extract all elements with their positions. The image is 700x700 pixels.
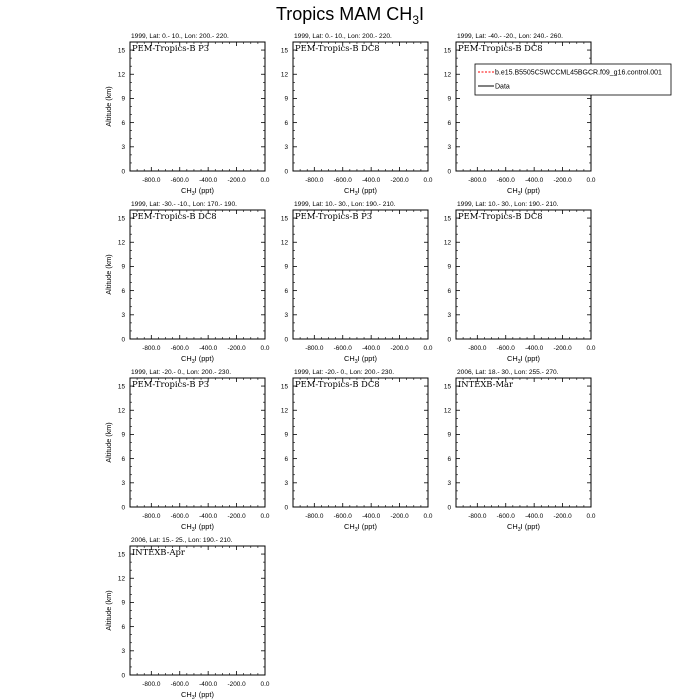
figure-title: Tropics MAM $CH_3I$: [275, 4, 425, 27]
x-tick-label: -400.0: [362, 177, 381, 184]
panel-title: 1999, Lat: -20.- 0., Lon: 200.- 230.: [131, 369, 232, 376]
x-tick-label: -400.0: [525, 177, 544, 184]
chart-panel-5: [281, 201, 433, 365]
y-tick-label: 0: [447, 336, 451, 344]
x-axis-label: $CH_3I$ (ppt): [344, 522, 377, 533]
chart-panel-3: [444, 33, 596, 197]
y-tick-label: 15: [280, 383, 288, 391]
x-tick-label: -600.0: [170, 681, 189, 688]
y-tick-label: 6: [447, 287, 451, 295]
x-tick-label: -200.0: [227, 177, 246, 184]
x-axis-label: $CH_3I$ (ppt): [344, 354, 377, 365]
y-axis-label: Altitude (km): [104, 422, 113, 463]
plot-frame: [456, 42, 591, 171]
x-axis-label: $CH_3I$ (ppt): [181, 522, 214, 533]
chart-panel-10: [104, 537, 270, 700]
panel-title: 1999, Lat: -20.- 0., Lon: 200.- 230.: [294, 369, 395, 376]
x-tick-label: 0.0: [586, 513, 596, 520]
panel-title: 2006, Lat: 15.- 25., Lon: 190.- 210.: [131, 537, 233, 544]
y-tick-label: 15: [117, 215, 125, 223]
plot-frame: [456, 378, 591, 507]
panel-title: 1999, Lat: -30.- -10., Lon: 170.- 190.: [131, 201, 237, 208]
y-tick-label: 3: [284, 312, 288, 320]
y-tick-label: 3: [284, 480, 288, 488]
y-tick-label: 0: [284, 504, 288, 512]
y-tick-label: 15: [280, 215, 288, 223]
campaign-label: PEM-Tropics-B DC8: [295, 43, 380, 53]
y-tick-label: 12: [280, 239, 288, 247]
y-tick-label: 3: [447, 480, 451, 488]
x-tick-label: 0.0: [586, 177, 596, 184]
panel-title: 1999, Lat: 10.- 30., Lon: 190.- 210.: [457, 201, 559, 208]
y-tick-label: 6: [447, 119, 451, 127]
x-tick-label: -200.0: [227, 513, 246, 520]
y-tick-label: 0: [121, 504, 125, 512]
y-tick-label: 6: [121, 287, 125, 295]
campaign-label: PEM-Tropics-B P3: [132, 379, 210, 389]
x-tick-label: -600.0: [333, 513, 352, 520]
x-axis-label: $CH_3I$ (ppt): [507, 354, 540, 365]
x-tick-label: 0.0: [423, 513, 433, 520]
y-tick-label: 9: [447, 263, 451, 271]
y-tick-label: 0: [121, 336, 125, 344]
x-tick-label: -200.0: [553, 177, 572, 184]
y-axis-label: Altitude (km): [104, 254, 113, 295]
y-tick-label: 15: [443, 383, 451, 391]
y-tick-label: 3: [121, 480, 125, 488]
x-tick-label: -200.0: [227, 345, 246, 352]
legend-label: b.e15.B5505C5WCCML45BGCR.f09_g16.control.001: [495, 69, 662, 77]
y-tick-label: 0: [121, 672, 125, 680]
chart-panel-1: [104, 33, 270, 197]
x-axis-label: $CH_3I$ (ppt): [181, 354, 214, 365]
y-tick-label: 12: [280, 407, 288, 415]
y-tick-label: 12: [443, 239, 451, 247]
panel-title: 1999, Lat: 0.- 10., Lon: 200.- 220.: [294, 33, 392, 40]
y-tick-label: 9: [447, 431, 451, 439]
x-tick-label: -600.0: [496, 513, 515, 520]
x-tick-label: -800.0: [142, 513, 161, 520]
chart-panel-9: [444, 369, 596, 533]
x-tick-label: -800.0: [142, 177, 161, 184]
y-tick-label: 15: [117, 551, 125, 559]
y-tick-label: 3: [121, 648, 125, 656]
x-tick-label: -600.0: [170, 177, 189, 184]
y-tick-label: 6: [284, 287, 288, 295]
y-tick-label: 9: [447, 95, 451, 103]
y-tick-label: 6: [121, 455, 125, 463]
y-tick-label: 12: [117, 71, 125, 79]
chart-panel-8: [281, 369, 433, 533]
x-tick-label: -600.0: [496, 177, 515, 184]
x-tick-label: -200.0: [390, 177, 409, 184]
x-tick-label: -400.0: [362, 345, 381, 352]
y-tick-label: 9: [121, 95, 125, 103]
plot-frame: [456, 210, 591, 339]
x-tick-label: -800.0: [468, 513, 487, 520]
x-axis-label: $CH_3I$ (ppt): [507, 186, 540, 197]
y-tick-label: 12: [443, 407, 451, 415]
y-tick-label: 15: [443, 47, 451, 55]
x-tick-label: -200.0: [227, 681, 246, 688]
x-tick-label: -600.0: [170, 345, 189, 352]
y-tick-label: 15: [117, 383, 125, 391]
x-tick-label: 0.0: [260, 345, 270, 352]
x-tick-label: -400.0: [362, 513, 381, 520]
y-tick-label: 12: [443, 71, 451, 79]
campaign-label: INTEXB-Mar: [458, 379, 514, 389]
plot-frame: [293, 210, 428, 339]
panel-title: 1999, Lat: 0.- 10., Lon: 200.- 220.: [131, 33, 229, 40]
x-tick-label: 0.0: [260, 513, 270, 520]
y-tick-label: 3: [447, 312, 451, 320]
x-tick-label: -400.0: [199, 513, 218, 520]
plot-frame: [130, 378, 265, 507]
x-tick-label: -400.0: [525, 345, 544, 352]
x-tick-label: 0.0: [260, 177, 270, 184]
y-axis-label: Altitude (km): [104, 86, 113, 127]
y-tick-label: 9: [121, 431, 125, 439]
chart-panel-4: [104, 201, 270, 365]
y-tick-label: 12: [117, 575, 125, 583]
y-tick-label: 9: [121, 263, 125, 271]
y-tick-label: 3: [121, 312, 125, 320]
x-axis-label: $CH_3I$ (ppt): [507, 522, 540, 533]
x-tick-label: 0.0: [586, 345, 596, 352]
chart-panel-6: [444, 201, 596, 365]
y-tick-label: 15: [280, 47, 288, 55]
y-axis-label: Altitude (km): [104, 590, 113, 631]
x-tick-label: -800.0: [142, 345, 161, 352]
y-tick-label: 12: [117, 239, 125, 247]
x-tick-label: -200.0: [553, 513, 572, 520]
x-tick-label: -400.0: [199, 681, 218, 688]
y-tick-label: 3: [447, 144, 451, 152]
y-tick-label: 6: [121, 119, 125, 127]
x-tick-label: -800.0: [468, 177, 487, 184]
y-tick-label: 9: [284, 431, 288, 439]
y-tick-label: 9: [284, 263, 288, 271]
panel-grid: [104, 33, 671, 700]
x-tick-label: -400.0: [525, 513, 544, 520]
x-axis-label: $CH_3I$ (ppt): [181, 690, 214, 700]
campaign-label: INTEXB-Apr: [132, 547, 185, 557]
y-tick-label: 15: [117, 47, 125, 55]
y-tick-label: 0: [447, 504, 451, 512]
plot-frame: [293, 42, 428, 171]
y-tick-label: 0: [447, 168, 451, 176]
campaign-label: PEM-Tropics-B P3: [132, 43, 210, 53]
x-tick-label: 0.0: [260, 681, 270, 688]
y-tick-label: 6: [447, 455, 451, 463]
campaign-label: PEM-Tropics-B P3: [295, 211, 373, 221]
plot-frame: [130, 210, 265, 339]
x-tick-label: -800.0: [142, 681, 161, 688]
y-tick-label: 12: [280, 71, 288, 79]
x-axis-label: $CH_3I$ (ppt): [181, 186, 214, 197]
y-tick-label: 9: [121, 599, 125, 607]
x-tick-label: -200.0: [390, 345, 409, 352]
x-axis-label: $CH_3I$ (ppt): [344, 186, 377, 197]
y-tick-label: 6: [121, 623, 125, 631]
chart-panel-7: [104, 369, 270, 533]
x-tick-label: -600.0: [496, 345, 515, 352]
x-tick-label: -600.0: [170, 513, 189, 520]
chart-panel-2: [281, 33, 433, 197]
campaign-label: PEM-Tropics-B DC8: [295, 379, 380, 389]
legend-label: Data: [495, 83, 510, 91]
panel-title: 2006, Lat: 18.- 30., Lon: 255.- 270.: [457, 369, 559, 376]
campaign-label: PEM-Tropics-B DC8: [458, 43, 543, 53]
x-tick-label: -800.0: [305, 177, 324, 184]
x-tick-label: -800.0: [305, 345, 324, 352]
y-tick-label: 3: [284, 144, 288, 152]
y-tick-label: 3: [121, 144, 125, 152]
y-tick-label: 0: [121, 168, 125, 176]
x-tick-label: -800.0: [305, 513, 324, 520]
campaign-label: PEM-Tropics-B DC8: [458, 211, 543, 221]
x-tick-label: -800.0: [468, 345, 487, 352]
x-tick-label: -600.0: [333, 345, 352, 352]
x-tick-label: 0.0: [423, 177, 433, 184]
plot-frame: [130, 42, 265, 171]
x-tick-label: -200.0: [390, 513, 409, 520]
y-tick-label: 6: [284, 455, 288, 463]
x-tick-label: 0.0: [423, 345, 433, 352]
y-tick-label: 15: [443, 215, 451, 223]
plot-frame: [130, 546, 265, 675]
y-tick-label: 0: [284, 336, 288, 344]
y-tick-label: 6: [284, 119, 288, 127]
x-tick-label: -200.0: [553, 345, 572, 352]
panel-title: 1999, Lat: 10.- 30., Lon: 190.- 210.: [294, 201, 396, 208]
panel-title: 1999, Lat: -40.- -20., Lon: 240.- 260.: [457, 33, 563, 40]
x-tick-label: -600.0: [333, 177, 352, 184]
y-tick-label: 9: [284, 95, 288, 103]
plot-frame: [293, 378, 428, 507]
y-tick-label: 12: [117, 407, 125, 415]
y-tick-label: 0: [284, 168, 288, 176]
campaign-label: PEM-Tropics-B DC8: [132, 211, 217, 221]
x-tick-label: -400.0: [199, 177, 218, 184]
legend: [475, 64, 671, 95]
x-tick-label: -400.0: [199, 345, 218, 352]
